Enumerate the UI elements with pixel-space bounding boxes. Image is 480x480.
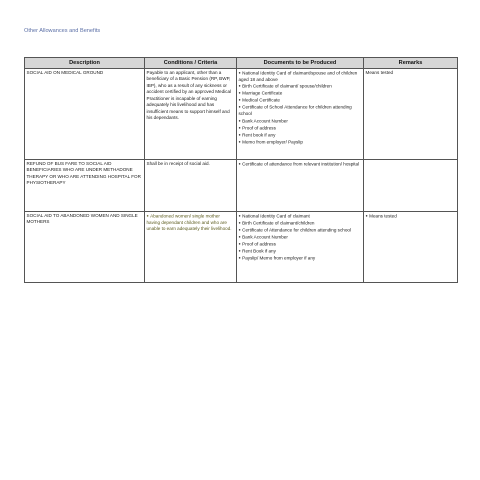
documents-list xyxy=(239,70,362,145)
list-item: ● Memo from employer/ Payslip xyxy=(239,139,362,146)
page-title: Other Allowances and Benefits xyxy=(24,28,101,34)
list-item: ● Rent Book if any xyxy=(239,248,362,255)
header-documents: Documents to be Produced xyxy=(237,58,364,69)
list-item: ● Abandoned women/ single mother having dependant children and who are unable to earn adequately their livelihood. xyxy=(147,213,235,233)
description-cell: SOCIAL AID TO ABANDONED WOMEN AND SINGLE MOTHERS xyxy=(25,212,145,283)
table-row xyxy=(25,69,458,160)
table-header-row xyxy=(25,58,458,69)
description-cell: SOCIAL AID ON MEDICAL GROUND xyxy=(25,69,145,160)
list-item: ● Proof of address xyxy=(239,241,362,248)
list-item: ● Medical Certificate xyxy=(239,97,362,104)
documents-list xyxy=(239,161,362,168)
list-item: ● Birth Certificate of claimant/ spouse/children xyxy=(239,83,362,90)
remarks-cell xyxy=(364,160,458,212)
conditions-cell: Payable to an applicant, other than a beneficiary of a Basic Pension (RP, BWP, IBP), who as a result of any sickness or accident certified by an approved Medical Practitioner is incapable of earning adequately his livelihood and has insufficient means to support himself and his dependants. xyxy=(145,69,237,160)
benefits-table xyxy=(24,57,458,283)
list-item: ● Certificate of Attendance for children attending school xyxy=(239,227,362,234)
remarks-cell: Means tested xyxy=(364,69,458,160)
header-conditions: Conditions / Criteria xyxy=(145,58,237,69)
table-row xyxy=(25,212,458,283)
list-item: ● Rent book if any xyxy=(239,132,362,139)
documents-cell xyxy=(237,69,364,160)
list-item: ● National Identity Card of claimant/spouse and of children aged 18 and above xyxy=(239,70,362,83)
list-item: ● Bank Account Number xyxy=(239,118,362,125)
conditions-list xyxy=(147,213,235,233)
list-item: ● Payslip/ Memo from employer if any xyxy=(239,255,362,262)
list-item: ● Means tested xyxy=(366,213,456,220)
table-row xyxy=(25,160,458,212)
list-item: ● Bank Account Number xyxy=(239,234,362,241)
header-remarks: Remarks xyxy=(364,58,458,69)
documents-cell xyxy=(237,212,364,283)
description-cell: REFUND OF BUS FARE TO SOCIAL AID BENEFICIARIES WHO ARE UNDER METHADONE THERAPY OR WHO ARE ATTENDING HOSPITAL FOR PHYSIOTHERAPY xyxy=(25,160,145,212)
list-item: ● Marriage Certificate xyxy=(239,90,362,97)
documents-list xyxy=(239,213,362,262)
header-description: Description xyxy=(25,58,145,69)
list-item: ● National Identity Card of claimant xyxy=(239,213,362,220)
list-item: ● Certificate of attendance from relevant institution/ hospital xyxy=(239,161,362,168)
remarks-list xyxy=(366,213,456,220)
conditions-cell: Shall be in receipt of social aid. xyxy=(145,160,237,212)
conditions-cell xyxy=(145,212,237,283)
list-item: ● Proof of address xyxy=(239,125,362,132)
list-item: ● Birth Certificate of claimant/children xyxy=(239,220,362,227)
documents-cell xyxy=(237,160,364,212)
remarks-cell xyxy=(364,212,458,283)
list-item: ● Certificate of School Attendance for children attending school xyxy=(239,104,362,117)
